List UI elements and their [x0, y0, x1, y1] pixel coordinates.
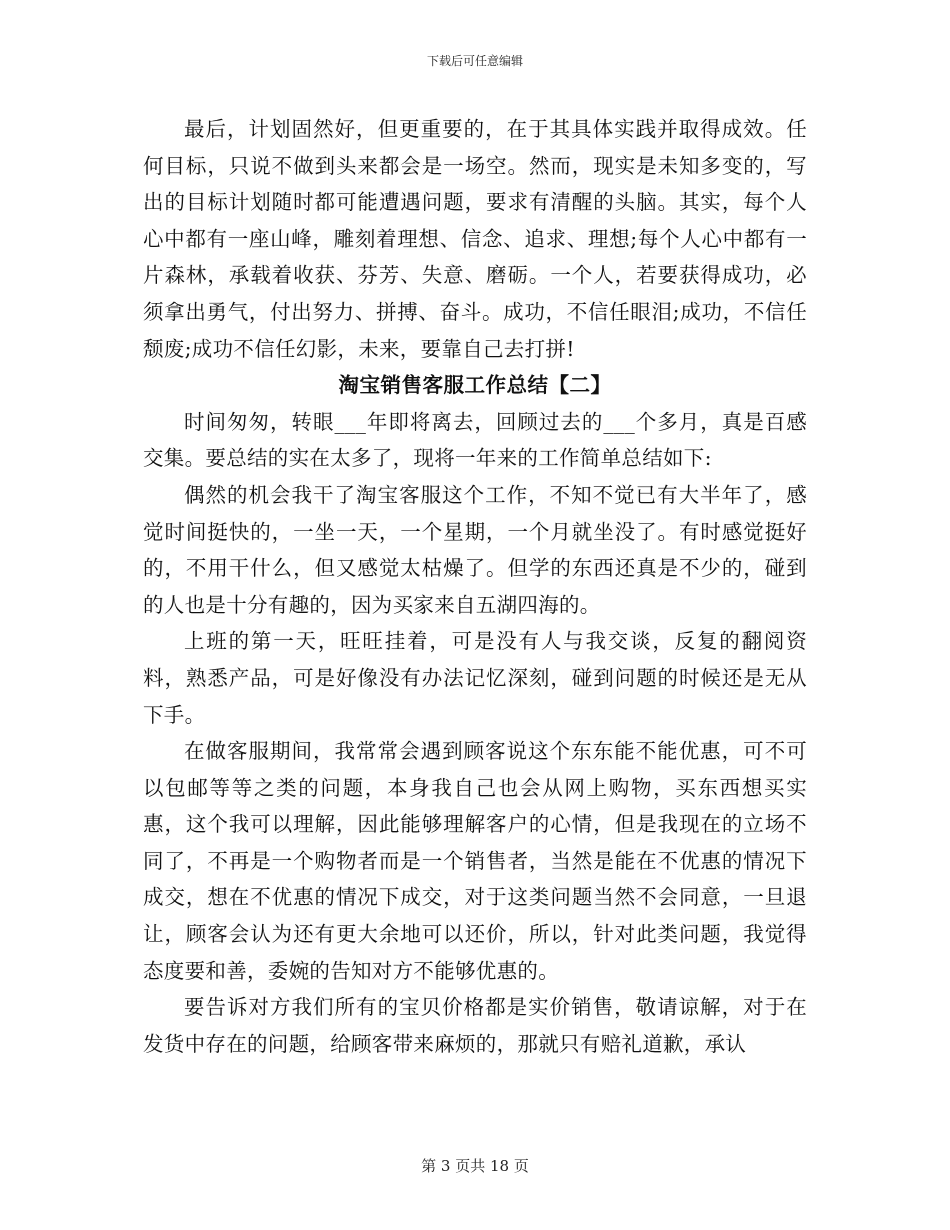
- page-header: 下载后可任意编辑: [426, 54, 523, 68]
- paragraph: 上班的第一天，旺旺挂着，可是没有人与我交谈，反复的翻阅资料，熟悉产品，可是好像没有办法记忆深刻，碰到问题的时候还是无从下手。: [143, 629, 807, 727]
- page-number: 第 3 页共 18 页: [421, 1157, 529, 1175]
- section-title: 淘宝销售客服工作总结【二】: [338, 373, 612, 398]
- paragraph: 时间匆匆，转眼___年即将离去，回顾过去的___个多月，真是百感交集。要总结的实在太多了，现将一年来的工作简单总结如下:: [143, 409, 807, 471]
- paragraph: 要告诉对方我们所有的宝贝价格都是实价销售，敬请谅解，对于在发货中存在的问题，给顾客带来麻烦的，那就只有赔礼道歉，承认: [143, 995, 807, 1056]
- paragraph: 偶然的机会我干了淘宝客服这个工作，不知不觉已有大半年了，感觉时间挺快的，一坐一天，一个星期，一个月就坐没了。有时感觉挺好的，不用干什么，但又感觉太枯燥了。但学的东西还真是不少的，碰到的人也是十分有趣的，因为买家来自五湖四海的。: [143, 482, 807, 617]
- document-body: [143, 111, 807, 1062]
- paragraph: 最后，计划固然好，但更重要的，在于其具体实践并取得成效。任何目标，只说不做到头来都会是一场空。然而，现实是未知多变的，写出的目标计划随时都可能遭遇问题，要求有清醒的头脑。其实，每个人心中都有一座山峰，雕刻着理想、信念、追求、理想;每个人心中都有一片森林，承载着收获、芬芳、失意、磨砺。一个人，若要获得成功，必须拿出勇气，付出努力、拼搏、奋斗。成功，不信任眼泪;成功，不信任颓废;成功不信任幻影，未来，要靠自己去打拼!: [143, 117, 807, 361]
- paragraph: 在做客服期间，我常常会遇到顾客说这个东东能不能优惠，可不可以包邮等等之类的问题，本身我自己也会从网上购物，买东西想买实惠，这个我可以理解，因此能够理解客户的心情，但是我现在的立场不同了，不再是一个购物者而是一个销售者，当然是能在不优惠的情况下成交，想在不优惠的情况下成交，对于这类问题当然不会同意，一旦退让，顾客会认为还有更大余地可以还价，所以，针对此类问题，我觉得态度要和善，委婉的告知对方不能够优惠的。: [143, 739, 807, 983]
